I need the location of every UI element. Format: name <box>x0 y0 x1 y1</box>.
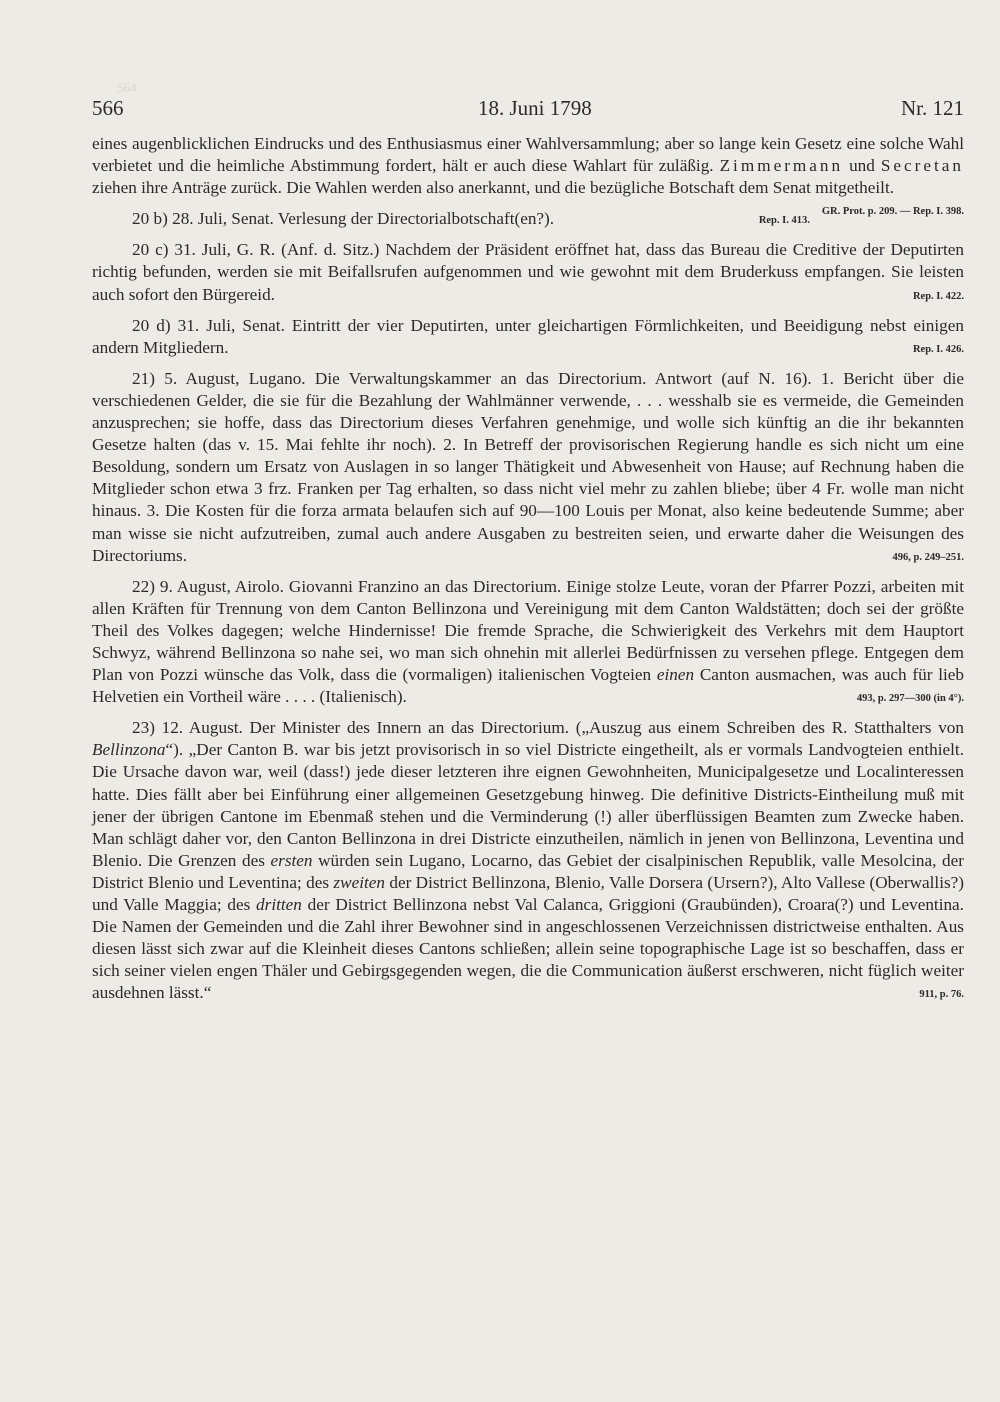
reference: Rep. I. 426. <box>912 343 964 355</box>
reference: Rep. I. 422. <box>912 290 964 302</box>
name-zimmermann: Zimmermann <box>719 156 844 176</box>
reference: 496, p. 249–251. <box>892 551 964 563</box>
page-number: 566 <box>92 96 124 120</box>
entry-22: 22) 9. August, Airolo. Giovanni Franzino an das Directorium. Einige stolze Leute, voran der Pfarrer Pozzi, arbeiten mit allen Kräften für Trennung von dem Canton Bellinzona und Vereinigung mit dem Canton Waldstätten; doch sei der größte Theil des Volkes dagegen; welche Hindernisse! Die fremde Sprache, die Schwierigkeit des Verkehrs mit dem Hauptort Schwyz, während Bellinzona so nahe sei, wo man sich ohnehin mit allerlei Bedürfnissen zu versehen pflege. Entgegen dem Plan von Pozzi wünsche das Volk, dass die (vormaligen) italienischen Vogteien einen Canton ausmachen, was auch für lieb Helvetien ein Vortheil wäre . . . . (Italienisch). 493, p. 297—300 (in 4°). <box>92 576 964 709</box>
reference: GR. Prot. p. 209. — Rep. I. 398. <box>821 206 964 218</box>
header-number: Nr. 121 <box>901 96 964 120</box>
running-header <box>92 96 964 126</box>
reference: Rep. I. 413. <box>758 215 810 227</box>
paragraph-continuation: eines augenblicklichen Eindrucks und des Enthusiasmus einer Wahlversammlung; aber so lange kein Gesetz eine solche Wahl verbietet und die heimliche Abstimmung fordert, hält er auch diese Wahlart für zuläßig. Zimmermann und Secretan ziehen ihre Anträge zurück. Die Wahlen werden also anerkannt, und die bezügliche Botschaft dem Senat mitgetheilt. GR. Prot. p. 209. — Rep. I. 398. <box>92 133 964 199</box>
entry-20d: 20 d) 31. Juli, Senat. Eintritt der vier Deputirten, unter gleichartigen Förmlichkeiten, und Beeidigung nebst einigen andern Mitgliedern. Rep. I. 426. <box>92 315 964 359</box>
entry-21: 21) 5. August, Lugano. Die Verwaltungskammer an das Directorium. Antwort (auf N. 16). 1. Bericht über die verschiedenen Gelder, die sie für die Bezahlung der Wahlmänner verwende, . . . wesshalb sie es vermeide, die Gemeinden anzusprechen; sie hoffe, dass das Directorium dieses Verfahren genehmige, und wolle sich künftig an die ihr bekannten Gesetze halten (das v. 15. Mai fehlte ihr noch). 2. In Betreff der provisorischen Regierung handle es sich nicht um eine Besoldung, sondern um Ersatz von Auslagen in so langer Thätigkeit und Abwesenheit von Hause; auf Rechnung haben die Mitglieder schon etwa 3 frz. Franken per Tag erhalten, so dass nicht viel mehr zu zahlen bliebe; über 4 Fr. wolle man nicht hinaus. 3. Die Kosten für die forza armata belaufen sich auf 90—100 Louis per Monat, also keine bedeutende Summe; aber man wisse sie nicht aufzutreiben, zumal auch andere Ausgaben zu bestreiten seien, und erwarte daher die Weisungen des Directoriums. 496, p. 249–251. <box>92 368 964 567</box>
entry-23: 23) 12. August. Der Minister des Innern an das Directorium. („Auszug aus einem Schreiben des R. Statthalters von Bellinzona“). „Der Canton B. war bis jetzt provisorisch in so viel Districte eingetheilt, als er vormals Landvogteien enthielt. Die Ursache davon war, weil (dass!) jede dieser letzteren ihre eignen Gewohnheiten, Municipalgesetze und Localinteressen hatte. Dies fällt aber bei Einführung einer allgemeinen Gesetzgebung hinweg. Die definitive Districts-Eintheilung muß mit jener der übrigen Cantone im Ebenmaß stehen und die Verminderung (!) aller überflüssigen Beamten zum Zwecke haben. Man schlägt daher vor, den Canton Bellinzona in drei Districte einzutheilen, nämlich in jenen von Bellinzona, Leventina und Blenio. Die Grenzen des ersten würden sein Lugano, Locarno, das Gebiet der cisalpinischen Republik, valle Mesolcina, der District Blenio und Leventina; des zweiten der District Bellinzona, Blenio, Valle Dorsera (Ursern?), Alto Vallese (Oberwallis?) und Valle Maggia; des dritten der District Bellinzona nebst Val Calanca, Griggioni (Graubünden), Croara(?) und Leventina. Die Namen der Gemeinden und die Zahl ihrer Bewohner sind in angeschlossenen Verzeichnissen districtweise enthalten. Aus diesen lässt sich zwar auf die Kleinheit dieses Cantons schließen; allein seine topographische Lage ist so beschaffen, dass er sich seiner vielen engen Thäler und Gebirgsgegenden wegen, die die Communication äußerst erschweren, nicht füglich weiter ausdehnen lässt.“ 911, p. 76. <box>92 717 964 1004</box>
body-text <box>92 133 964 1008</box>
name-secretan: Secretan <box>880 156 965 176</box>
reference: 493, p. 297—300 (in 4°). <box>856 693 964 705</box>
reference: 911, p. 76. <box>919 989 964 1001</box>
entry-20c: 20 c) 31. Juli, G. R. (Anf. d. Sitz.) Nachdem der Präsident eröffnet hat, dass das Bureau die Creditive der Deputirten richtig befunden, werden sie mit Beifallsrufen aufgenommen und wie gewohnt mit dem Bruderkuss empfangen. Sie leisten auch sofort den Bürgereid. Rep. I. 422. <box>92 239 964 305</box>
bleed-through-page-number: 564 <box>117 80 137 95</box>
entry-20b: 20 b) 28. Juli, Senat. Verlesung der Directorialbotschaft(en?). Rep. I. 413. <box>92 208 964 230</box>
header-date: 18. Juni 1798 <box>478 96 592 120</box>
